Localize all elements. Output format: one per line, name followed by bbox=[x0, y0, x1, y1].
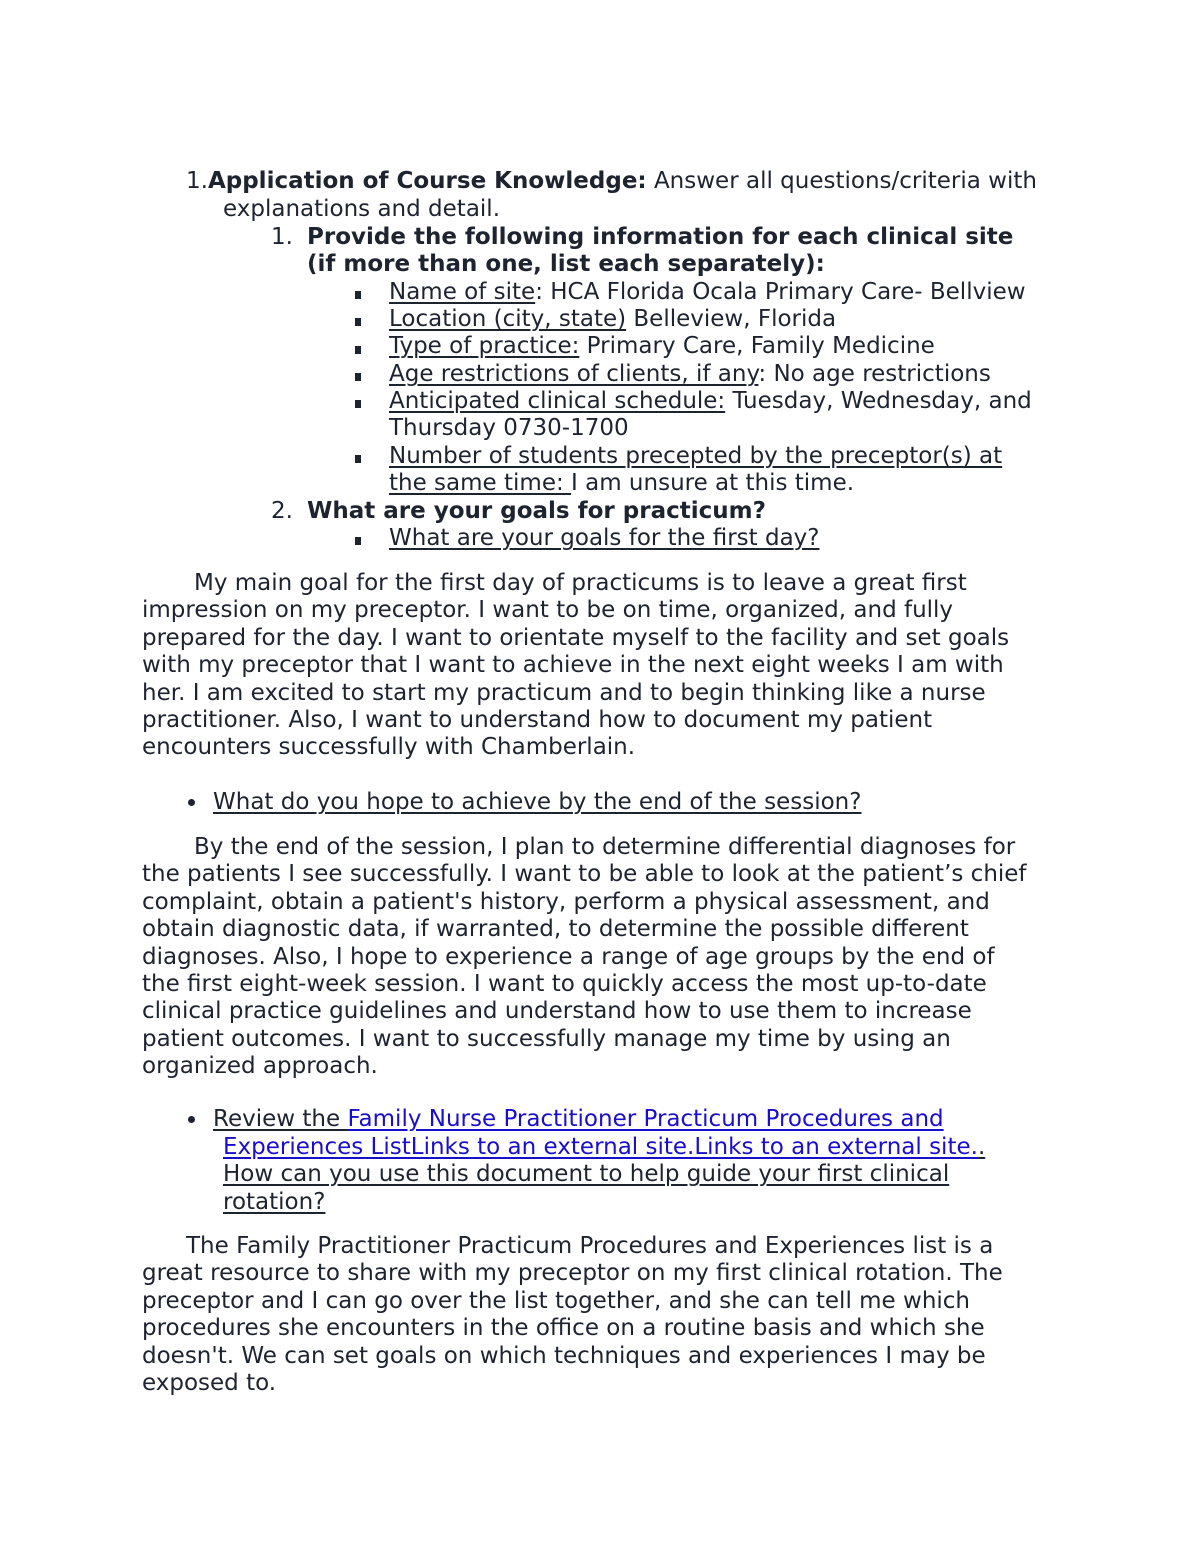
clinical-schedule-value: Tuesday, Wednesday, and bbox=[725, 388, 1032, 414]
clinical-schedule-value-cont: Thursday 0730-1700 bbox=[389, 415, 629, 441]
practice-type-label: Type of practice: bbox=[389, 333, 580, 359]
age-restrictions-label: Age restrictions of clients, if any bbox=[389, 361, 759, 387]
review-question-line3: How can you use this document to help guide your first clinical bbox=[223, 1161, 950, 1187]
site-name-value: : HCA Florida Ocala Primary Care- Bellview bbox=[535, 279, 1026, 305]
section-1-text: Answer all questions/criteria with bbox=[646, 168, 1037, 194]
review-question-line4: rotation? bbox=[223, 1189, 326, 1215]
students-precepted-item bbox=[389, 470, 854, 497]
answer-line: My main goal for the first day of practicums is to leave a great first bbox=[194, 570, 967, 596]
answer-line: organized approach. bbox=[142, 1053, 378, 1080]
answer-line: the first eight-week session. I want to quickly access the most up-to-date bbox=[142, 971, 987, 998]
answer-line: complaint, obtain a patient's history, perform a physical assessment, and bbox=[142, 888, 990, 915]
section-1-number: 1. bbox=[186, 168, 208, 194]
session-goals-question: What do you hope to achieve by the end of the session? bbox=[213, 789, 862, 815]
procedures-list-link[interactable]: Family Nurse Practitioner Practicum Procedures and bbox=[347, 1106, 944, 1132]
round-bullet-icon bbox=[188, 799, 195, 806]
review-prefix: Review the bbox=[213, 1106, 348, 1132]
practice-type-item bbox=[389, 333, 935, 360]
answer-line: exposed to. bbox=[142, 1370, 277, 1397]
answer-line: diagnoses. Also, I hope to experience a range of age groups by the end of bbox=[142, 943, 995, 970]
students-precepted-label: Number of students precepted by the preceptor(s) at bbox=[389, 443, 1003, 469]
answer-line: obtain diagnostic data, if warranted, to determine the possible different bbox=[142, 916, 969, 943]
answer-line: clinical practice guidelines and understand how to use them to increase bbox=[142, 998, 972, 1025]
section-1-heading bbox=[186, 168, 1066, 195]
first-day-goals-question: What are your goals for the first day? bbox=[389, 525, 820, 551]
square-bullet-icon bbox=[355, 346, 361, 354]
square-bullet-icon bbox=[355, 537, 361, 545]
procedures-list-link-cont[interactable]: Experiences ListLinks to an external site.Links to an external site. bbox=[223, 1134, 978, 1160]
item-1-heading-line1: Provide the following information for each clinical site bbox=[307, 224, 1014, 250]
answer-line: encounters successfully with Chamberlain. bbox=[142, 734, 636, 761]
practice-type-value: Primary Care, Family Medicine bbox=[579, 333, 935, 359]
round-bullet-icon bbox=[188, 1116, 195, 1123]
site-location-item bbox=[389, 306, 836, 333]
item-1-heading-line2: (if more than one, list each separately): bbox=[307, 251, 825, 277]
item-2-heading: What are your goals for practicum? bbox=[307, 498, 766, 524]
site-name-item bbox=[389, 279, 1026, 306]
clinical-schedule-item bbox=[389, 388, 1032, 415]
answer-line: preceptor and I can go over the list together, and she can tell me which bbox=[142, 1287, 971, 1314]
answer-line: The Family Practitioner Practicum Procedures and Experiences list is a bbox=[186, 1233, 994, 1259]
review-link-period: . bbox=[977, 1134, 986, 1160]
site-location-value: Belleview, Florida bbox=[626, 306, 837, 332]
answer-line: with my preceptor that I want to achieve in the next eight weeks I am with bbox=[142, 652, 1004, 679]
answer-line: procedures she encounters in the office on a routine basis and which she bbox=[142, 1315, 985, 1342]
section-1-title: Application of Course Knowledge: bbox=[207, 168, 647, 194]
item-2-number: 2. bbox=[271, 498, 293, 524]
session-goals-answer bbox=[142, 834, 1062, 1081]
site-name-label: Name of site bbox=[389, 279, 536, 305]
students-precepted-label-cont: the same time: bbox=[389, 470, 572, 496]
review-question-line2 bbox=[223, 1134, 985, 1161]
section-1-text-cont: explanations and detail. bbox=[223, 196, 500, 222]
square-bullet-icon bbox=[355, 318, 361, 326]
answer-line: her. I am excited to start my practicum and to begin thinking like a nurse bbox=[142, 679, 986, 706]
procedures-list-answer bbox=[142, 1233, 1062, 1397]
age-restrictions-value: : No age restrictions bbox=[758, 361, 991, 387]
review-question-line1 bbox=[213, 1106, 944, 1133]
answer-line: the patients I see successfully. I want to be able to look at the patient’s chief bbox=[142, 861, 1027, 888]
answer-line: prepared for the day. I want to orientate myself to the facility and set goals bbox=[142, 624, 1010, 651]
students-precepted-value: I am unsure at this time. bbox=[571, 470, 855, 496]
first-day-goals-answer bbox=[142, 570, 1062, 762]
answer-line: By the end of the session, I plan to determine differential diagnoses for bbox=[194, 834, 1016, 860]
site-location-label: Location (city, state) bbox=[389, 306, 627, 332]
square-bullet-icon bbox=[355, 455, 361, 463]
clinical-schedule-label: Anticipated clinical schedule: bbox=[389, 388, 726, 414]
square-bullet-icon bbox=[355, 400, 361, 408]
item-1-number: 1. bbox=[271, 224, 293, 250]
answer-line: doesn't. We can set goals on which techniques and experiences I may be bbox=[142, 1342, 986, 1369]
square-bullet-icon bbox=[355, 373, 361, 381]
answer-line: impression on my preceptor. I want to be on time, organized, and fully bbox=[142, 597, 954, 624]
square-bullet-icon bbox=[355, 291, 361, 299]
answer-line: great resource to share with my preceptor on my first clinical rotation. The bbox=[142, 1260, 1003, 1287]
answer-line: practitioner. Also, I want to understand how to document my patient bbox=[142, 707, 933, 734]
age-restrictions-item bbox=[389, 361, 991, 388]
answer-line: patient outcomes. I want to successfully manage my time by using an bbox=[142, 1025, 951, 1052]
